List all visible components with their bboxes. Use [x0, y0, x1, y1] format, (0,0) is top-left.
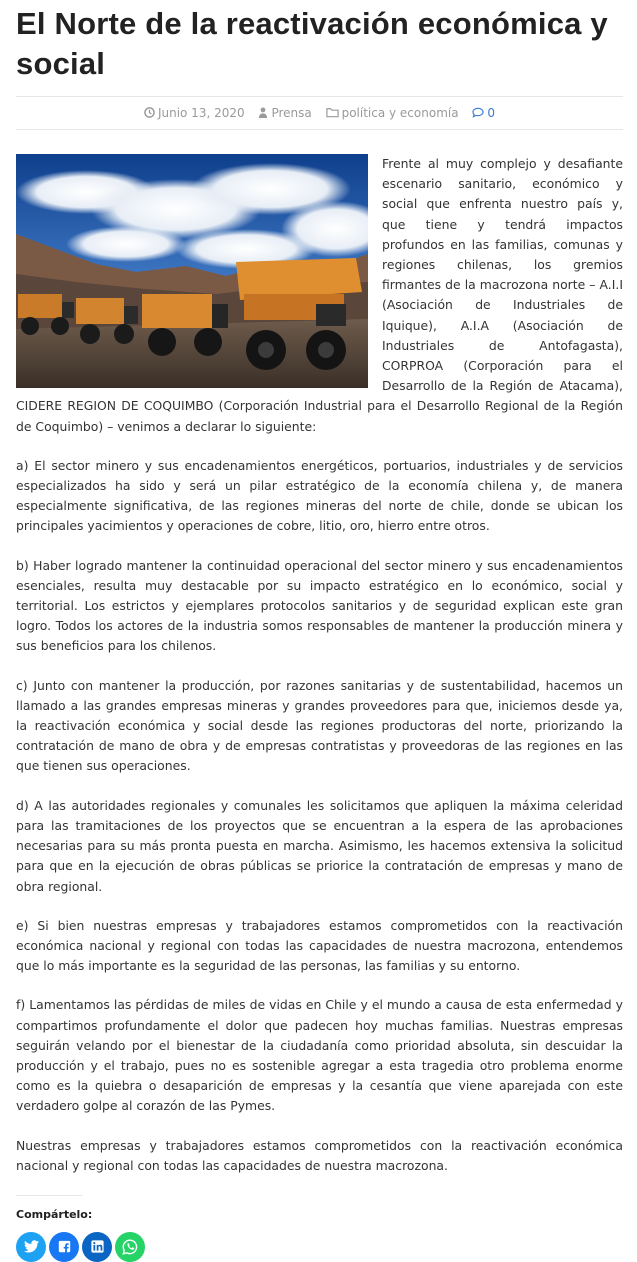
twitter-icon [24, 1240, 39, 1253]
paragraph-a: a) El sector minero y sus encadenamientos energéticos, portuarios, industriales y de servicios especializados ha sido y será un pilar estratégico de la economía chilena y, de manera especialmente significativa, de las regiones mineras del norte de chile, donde se ubican los principales yacimientos y operaciones de cobre, litio, oro, hierro entre otros. [16, 457, 623, 534]
comment-icon [472, 107, 484, 118]
share-whatsapp-button[interactable] [115, 1232, 145, 1262]
post-author-link[interactable]: Prensa [271, 106, 312, 120]
share-twitter-button[interactable] [16, 1232, 46, 1262]
paragraph-e: e) Si bien nuestras empresas y trabajadores estamos comprometidos con la reactivación económica nacional y regional con todas las capacidades de nuestra macrozona, entendemos que lo más importante es la seguridad de las personas, las familias y su entorno. [16, 917, 623, 974]
user-icon [258, 107, 268, 118]
paragraph-f: f) Lamentamos las pérdidas de miles de vidas en Chile y el mundo a causa de esta enfermedad y compartimos profundamente el dolor que padecen hoy muchas familias. Nuestras empresas seguirán velando por el bienestar de la ciudadanía como prioridad absoluta, sin descuidar la producción y el trabajo, pues no es sostenible agregar a esta tragedia otro problema enorme como es la quiebra o desaparición de empresas y la cesantía que viene aparejada con este verdadero golpe al corazón de las Pymes. [16, 997, 623, 1114]
paragraph-closing: Nuestras empresas y trabajadores estamos comprometidos con la reactivación económica nacional y regional con todas las capacidades de nuestra macrozona. [16, 1137, 623, 1173]
post-comments[interactable] [472, 106, 495, 120]
paragraph-b: b) Haber logrado mantener la continuidad operacional del sector minero y sus encadenamientos esenciales, resulta muy destacable por su impacto estratégico en lo económico, social y territorial. Los estrictos y ejemplares protocolos sanitarios y de seguridad explican este gran logro. Todos los actores de la industria somos responsables de mantener la producción minera y sus beneficios para los chilenos. [16, 557, 623, 654]
share-buttons [16, 1232, 623, 1262]
paragraph-intro: Frente al muy complejo y desafiante escenario sanitario, económico y social que enfrenta nuestro país y, que tiene y tendrá impactos profundos en las familias, comunas y regiones chilenas, los gremios firmantes de la macrozona norte – A.I.I (Asociación de Industriales de Iquique), A.I.A (Asociación de Industriales de Antofagasta), CORPROA (Corporación para el Desarrollo de la Región de Atacama), CIDERE REGION DE COQUIMBO (Corporación Industrial para el Desarrollo Regional de la Región de Coquimbo) – venimos a declarar lo siguiente: [16, 156, 623, 434]
post-comments-link[interactable]: 0 [487, 106, 496, 120]
share-facebook-button[interactable] [49, 1232, 79, 1262]
share-title: Compártelo: [16, 1195, 82, 1221]
linkedin-icon [91, 1240, 104, 1253]
paragraph-d: d) A las autoridades regionales y comunales les solicitamos que apliquen la máxima celeridad para las tramitaciones de los proyectos que se encuentran a la espera de las aprobaciones necesarias para su más pronta puesta en marcha. Asimismo, les hacemos extensiva la solicitud para que en la ejecución de obras públicas se priorice la contratación de empresas y mano de obra regional. [16, 797, 623, 894]
mining-trucks-image [16, 154, 368, 388]
post-category-link[interactable]: política y economía [341, 106, 459, 120]
post-date [144, 106, 249, 120]
clock-icon [144, 107, 155, 118]
page-title: El Norte de la reactivación económica y social [16, 6, 608, 81]
divider [16, 129, 623, 130]
post-category[interactable] [326, 106, 463, 120]
article-body [16, 154, 623, 1176]
post-meta [16, 104, 623, 122]
whatsapp-icon [122, 1239, 138, 1255]
facebook-icon [58, 1240, 71, 1253]
divider [16, 96, 623, 97]
article-page [16, 0, 623, 1262]
share-linkedin-button[interactable] [82, 1232, 112, 1262]
post-date-label: Junio 13, 2020 [157, 106, 245, 120]
folder-icon [326, 107, 339, 118]
post-author[interactable] [258, 106, 315, 120]
paragraph-c: c) Junto con mantener la producción, por razones sanitarias y de sustentabilidad, hacemos un llamado a las grandes empresas mineras y grandes proveedores para que, iniciemos desde ya, la reactivación económica y social desde las regiones productoras del norte, priorizando la contratación de mano de obra y de empresas contratistas y proveedoras de las regiones en las que tienen sus operaciones. [16, 677, 623, 774]
